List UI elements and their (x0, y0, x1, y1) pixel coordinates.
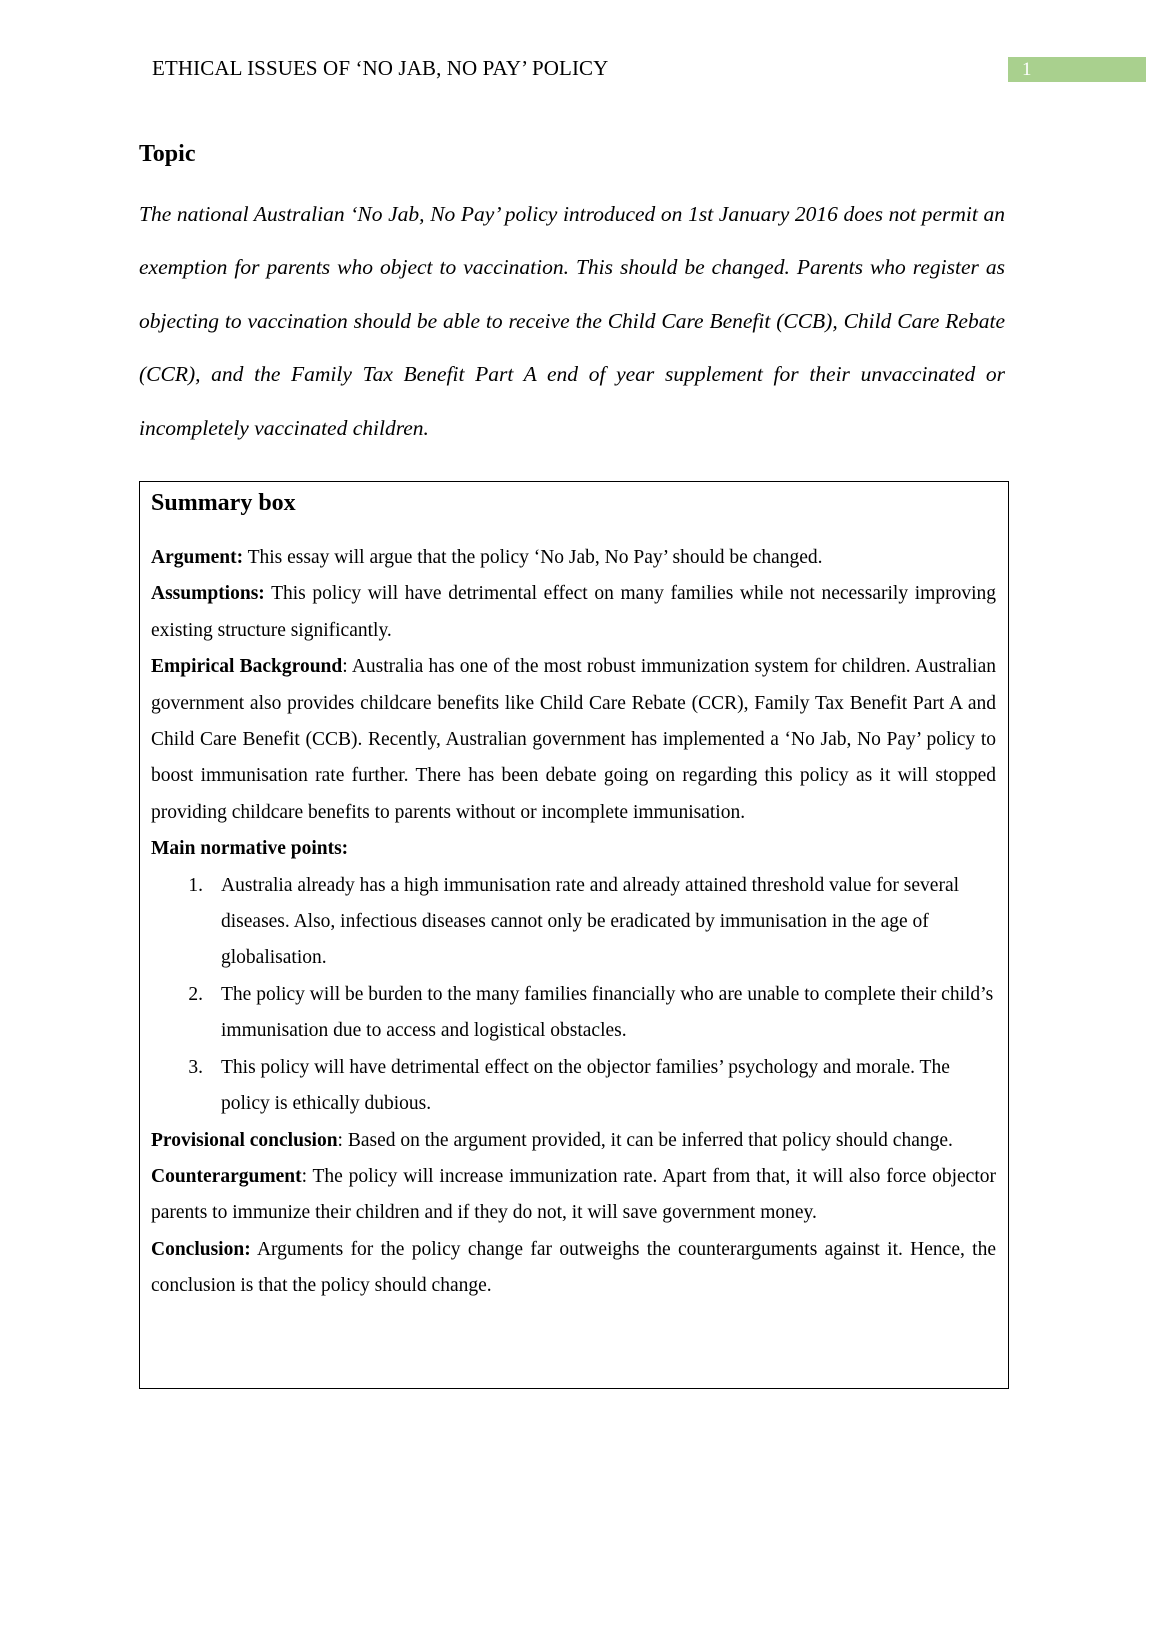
empirical-background-label: Empirical Background (151, 656, 343, 678)
provisional-conclusion-text: : Based on the argument provided, it can be inferred that policy should change. (337, 1129, 953, 1151)
counterargument-label: Counterargument (151, 1165, 302, 1187)
running-header: ETHICAL ISSUES OF ‘NO JAB, NO PAY’ POLICY (152, 56, 609, 80)
list-item-number: 3. (188, 1056, 203, 1078)
normative-points-label: Main normative points: (151, 838, 349, 860)
list-item (151, 1050, 996, 1123)
topic-heading: Topic (139, 141, 196, 167)
page-number: 1 (1008, 57, 1146, 82)
summary-box (139, 481, 1009, 1389)
topic-body: The national Australian ‘No Jab, No Pay’ policy introduced on 1st January 2016 does not permit an exemption for parents who object to vaccination. This should be changed. Parents who register as objecting to vaccination should be able to receive the Child Care Benefit (CCB), Child Care Rebate (CCR), and the Family Tax Benefit Part A end of year supplement for their unvaccinated or incompletely vaccinated children. (139, 202, 1005, 440)
list-item (151, 977, 996, 1050)
argument-text: This essay will argue that the policy ‘No Jab, No Pay’ should be changed. (243, 547, 823, 568)
counterargument-text: : The policy will increase immunization rate. Apart from that, it will also force objector parents to immunize their children and if they do not, it will save government money. (151, 1165, 996, 1224)
assumptions-label: Assumptions: (151, 583, 265, 605)
normative-points-heading (151, 831, 996, 867)
provisional-conclusion-label: Provisional conclusion (151, 1129, 338, 1151)
provisional-conclusion-paragraph (151, 1123, 996, 1159)
list-item-text: Australia already has a high immunisation rate and already attained threshold value for several diseases. Also, infectious diseases cannot only be eradicated by immunisation in the age of globalisation. (221, 874, 960, 969)
conclusion-text: Arguments for the policy change far outweighs the counterarguments against it. Hence, the conclusion is that the policy should change. (151, 1238, 996, 1297)
argument-label: Argument: (151, 547, 244, 568)
empirical-background-paragraph (151, 649, 996, 831)
list-item-number: 1. (188, 874, 203, 896)
conclusion-paragraph (151, 1232, 996, 1305)
list-item-number: 2. (188, 983, 203, 1005)
conclusion-label: Conclusion: (151, 1238, 251, 1260)
assumptions-paragraph (151, 576, 996, 649)
list-item-text: This policy will have detrimental effect on the objector families’ psychology and morale. The policy is ethically dubious. (221, 1056, 950, 1115)
list-item (151, 868, 996, 977)
argument-paragraph (151, 540, 996, 576)
empirical-background-text: : Australia has one of the most robust immunization system for children. Australian government also provides childcare benefits like Child Care Rebate (CCR), Family Tax Benefit Part A and Child Care Benefit (CCB). Recently, Australian government has implemented a ‘No Jab, No Pay’ policy to boost immunisation rate further. There has been debate going on regarding this policy as it will stopped providing childcare benefits to parents without or incomplete immunisation. (151, 656, 996, 823)
normative-points-list (151, 868, 996, 1123)
counterargument-paragraph (151, 1159, 996, 1232)
assumptions-text: This policy will have detrimental effect on many families while not necessarily improving existing structure significantly. (151, 583, 996, 641)
list-item-text: The policy will be burden to the many families financially who are unable to complete their child’s immunisation due to access and logistical obstacles. (221, 983, 994, 1042)
summary-heading: Summary box (151, 490, 296, 516)
